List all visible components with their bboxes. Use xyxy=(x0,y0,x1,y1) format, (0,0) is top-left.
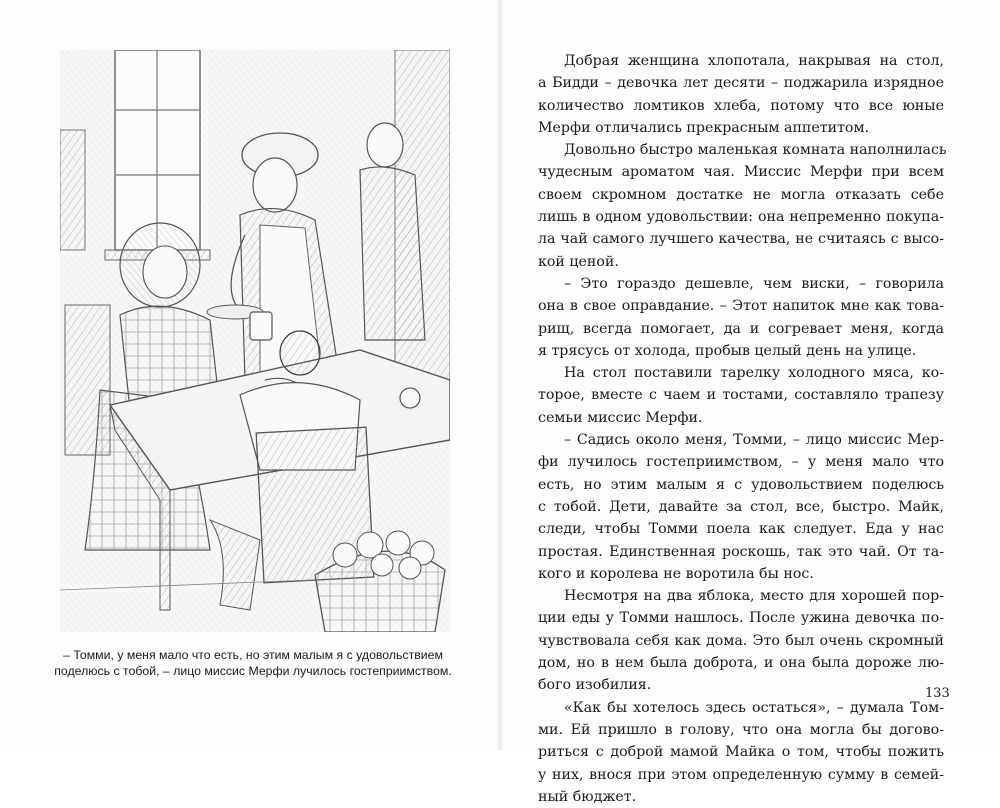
text-line: кой ценой. xyxy=(538,253,619,270)
text-line: дом, но в нем была доброта, и она была дороже лю- xyxy=(538,655,944,672)
text-line: я трясусь от холода, пробыв целый день на улице. xyxy=(538,342,917,359)
text-line: – Садись около меня, Томми, – лицо миссис Мер- xyxy=(564,432,944,449)
text-line: ции еды у Томми нашлось. После ужина девочка по- xyxy=(538,610,944,627)
text-line: у них, внося при этом определенную сумму в семей- xyxy=(538,766,944,783)
text-line: На стол поставили тарелку холодного мяса, ко- xyxy=(564,365,944,382)
text-line: чувствовала себя как дома. Это был очень скромный xyxy=(538,632,944,649)
text-line: ла чай самого лучшего качества, не считаясь с высо- xyxy=(538,231,944,248)
text-line: ный бюджет. xyxy=(538,788,637,805)
text-line: Довольно быстро маленькая комната наполнилась xyxy=(564,142,947,159)
text-line: фи лучилось гостеприимством, – у меня мало что xyxy=(538,454,944,471)
text-line: кого и королева не воротила бы нос. xyxy=(538,565,814,582)
text-line: количество ломтиков хлеба, потому что все юные xyxy=(538,97,944,114)
caption-line: поделюсь с тобой, – лицо миссис Мерфи лучилось гостеприимством. xyxy=(54,664,452,678)
text-line: чудесным ароматом чая. Миссис Мерфи при всем xyxy=(538,164,944,181)
body-text xyxy=(538,50,947,808)
text-line: торое, вместе с чаем и тостами, составляло трапезу xyxy=(538,387,944,404)
illustration-drawing xyxy=(60,50,450,632)
text-line: – Это гораздо дешевле, чем виски, – говорила xyxy=(564,275,944,292)
text-line: «Как бы хотелось здесь остаться», – думала Том- xyxy=(564,699,944,716)
text-line: а Бидди – девочка лет десяти – поджарила изрядное xyxy=(538,75,944,92)
pencil-sketch-illustration xyxy=(60,50,450,632)
text-line: с тобой. Дети, давайте за стол, все, быстро. Майк, xyxy=(538,498,944,515)
text-line: простая. Единственная роскошь, так это чай. От та- xyxy=(538,543,944,560)
text-line: Несмотря на два яблока, место для хорошей пор- xyxy=(564,588,944,605)
text-line: Мерфи отличались прекрасным аппетитом. xyxy=(538,119,870,136)
text-line: рищ, всегда помогает, да и согревает меня, когда xyxy=(538,320,944,337)
page-number: 133 xyxy=(925,686,950,701)
caption-line: – Томми, у меня мало что есть, но этим малым я с удовольствием xyxy=(63,648,443,662)
illustration-caption xyxy=(48,647,458,679)
text-line: лишь в одном удовольствии: она непременно покупа- xyxy=(538,209,944,226)
text-line: следи, чтобы Томми поела как следует. Еда у нас xyxy=(538,521,944,538)
text-line: риться с доброй мамой Майка о том, чтобы пожить xyxy=(538,744,944,761)
text-line: семьи миссис Мерфи. xyxy=(538,409,703,426)
text-line: бого изобилия. xyxy=(538,677,652,694)
text-line: есть, но этим малым я с удовольствием поделюсь xyxy=(538,476,944,493)
book-gutter xyxy=(496,0,504,750)
text-line: своем скромном достатке не могла отказать себе xyxy=(538,186,944,203)
text-line: она в свое оправдание. – Этот напиток мне как това- xyxy=(538,298,944,315)
text-line: ми. Ей пришло в голову, что она могла бы догово- xyxy=(538,721,944,738)
text-line: Добрая женщина хлопотала, накрывая на стол, xyxy=(564,53,944,69)
